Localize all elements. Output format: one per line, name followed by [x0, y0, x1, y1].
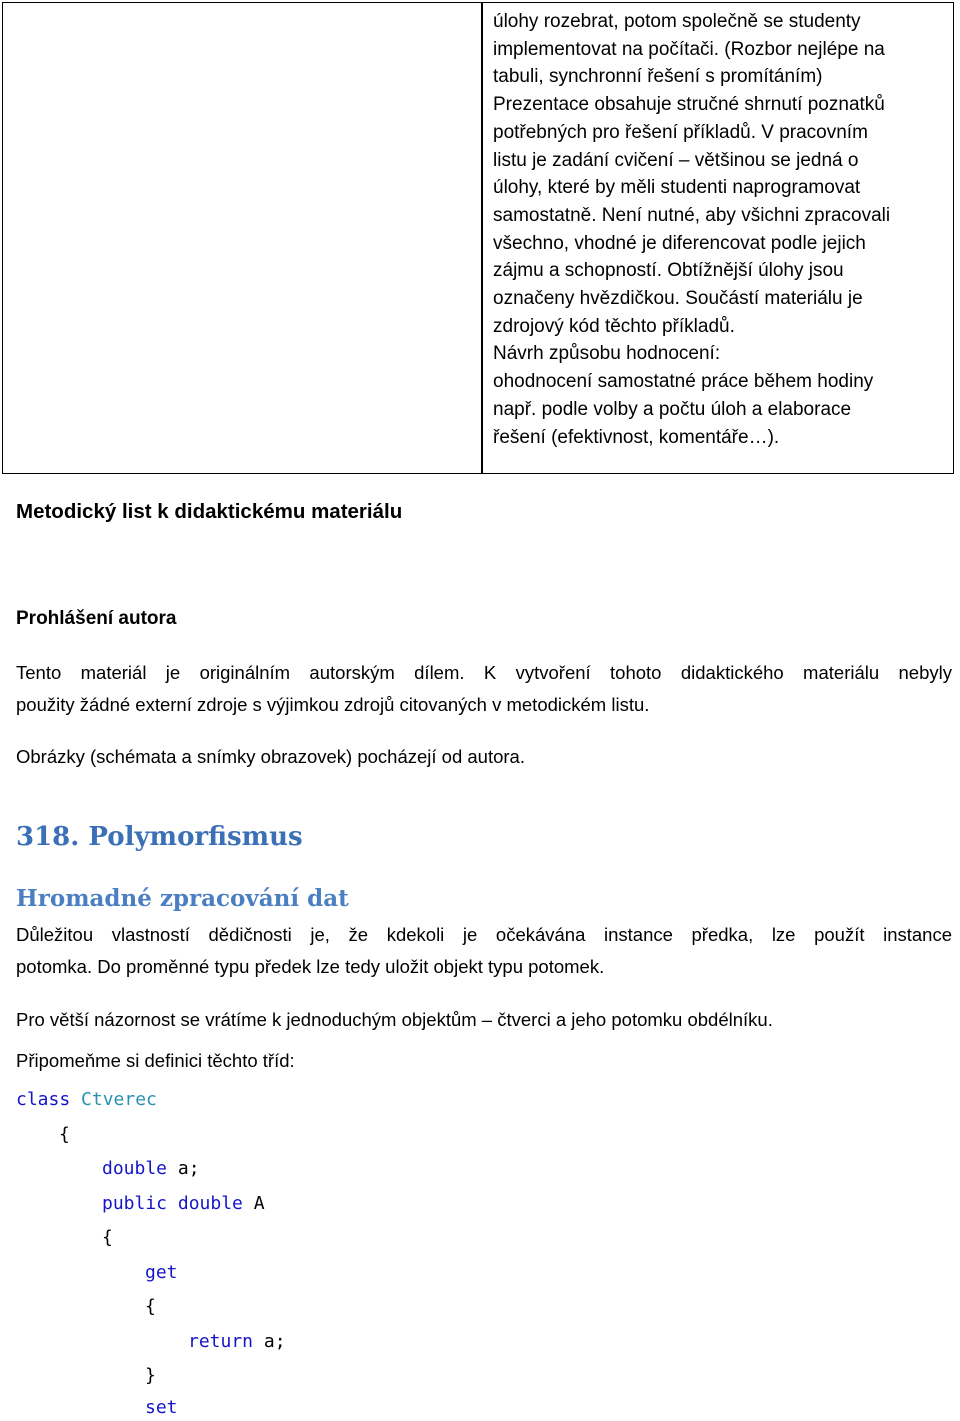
section-heading: Hromadné zpracování dat	[16, 885, 349, 912]
prohlaseni-line: použity žádné externí zdroje s výjimkou zdrojů citovaných v metodickém listu.	[16, 694, 650, 715]
code-identifier: a;	[177, 1158, 200, 1179]
table-cell-line: např. podle volby a počtu úloh a elaborace	[493, 398, 852, 420]
table-right-cell	[493, 8, 923, 451]
code-line	[102, 1157, 200, 1181]
table-cell-line: tabuli, synchronní řešení s promítáním)	[493, 66, 823, 88]
code-line	[102, 1192, 265, 1216]
table-column-divider	[481, 3, 483, 473]
paragraph-line: Pro větší názornost se vrátíme k jednoduchým objektům – čtverci a jeho potomku obdélníku.	[16, 1009, 773, 1030]
code-keyword: set	[145, 1397, 178, 1418]
table-cell-line: úlohy, které by měli studenti naprogramovat	[493, 177, 861, 199]
prohlaseni-title: Prohlášení autora	[16, 608, 177, 629]
table-cell-line: ohodnocení samostatné práce během hodiny	[493, 371, 874, 393]
code-keyword: return	[188, 1331, 254, 1352]
code-line	[59, 1123, 70, 1147]
code-keyword: class	[16, 1089, 71, 1110]
code-identifier: a;	[263, 1331, 286, 1352]
code-keyword: get	[145, 1262, 178, 1283]
code-line	[188, 1330, 286, 1354]
metodicky-list-title: Metodický list k didaktickému materiálu	[16, 500, 403, 523]
code-keyword: public	[102, 1193, 168, 1214]
table-cell-line: Prezentace obsahuje stručné shrnutí poznatků	[493, 94, 885, 116]
code-line	[16, 1088, 157, 1112]
code-keyword: double	[102, 1158, 168, 1179]
code-brace: }	[145, 1365, 156, 1386]
code-identifier: A	[253, 1193, 265, 1214]
table-cell-line: všechno, vhodné je diferencovat podle jejich	[493, 232, 866, 254]
table-cell-line: úlohy rozebrat, potom společně se studenty	[493, 11, 861, 32]
code-brace: {	[145, 1296, 156, 1317]
paragraph-line: potomka. Do proměnné typu předek lze tedy uložit objekt typu potomek.	[16, 956, 605, 977]
table-cell-line: listu je zadání cvičení – většinou se jedná o	[493, 149, 859, 171]
prohlaseni-line: Tento materiál je originálním autorským dílem. K vytvoření tohoto didaktického materiálu nebyly	[16, 662, 952, 683]
paragraph-line: Připomeňme si definici těchto tříd:	[16, 1050, 295, 1071]
table-cell-line: zájmu a schopností. Obtížnější úlohy jsou	[493, 260, 844, 282]
table-cell-line: řešení (efektivnost, komentáře…).	[493, 426, 780, 448]
info-table	[2, 2, 954, 474]
code-type-name: Ctverec	[81, 1089, 157, 1110]
code-line	[145, 1295, 156, 1319]
table-cell-line: implementovat na počítači. (Rozbor nejlépe na	[493, 38, 885, 60]
paragraph-line: Důležitou vlastností dědičnosti je, že kdekoli je očekávána instance předka, lze použít instance	[16, 924, 952, 945]
table-cell-line: potřebných pro řešení příkladů. V pracovním	[493, 121, 868, 143]
code-line	[145, 1396, 178, 1420]
chapter-heading: 318. Polymorfismus	[16, 822, 303, 852]
code-brace: {	[59, 1124, 70, 1145]
table-cell-line: Návrh způsobu hodnocení:	[493, 343, 721, 365]
code-brace: {	[102, 1227, 113, 1248]
table-cell-line: označeny hvězdičkou. Součástí materiálu je	[493, 288, 863, 310]
table-cell-line: samostatně. Není nutné, aby všichni zpracovali	[493, 204, 891, 226]
code-line	[102, 1226, 113, 1250]
code-line	[145, 1364, 156, 1388]
code-keyword: double	[177, 1193, 243, 1214]
code-line	[145, 1261, 178, 1285]
prohlaseni-line: Obrázky (schémata a snímky obrazovek) pocházejí od autora.	[16, 746, 525, 767]
table-cell-line: zdrojový kód těchto příkladů.	[493, 315, 735, 337]
